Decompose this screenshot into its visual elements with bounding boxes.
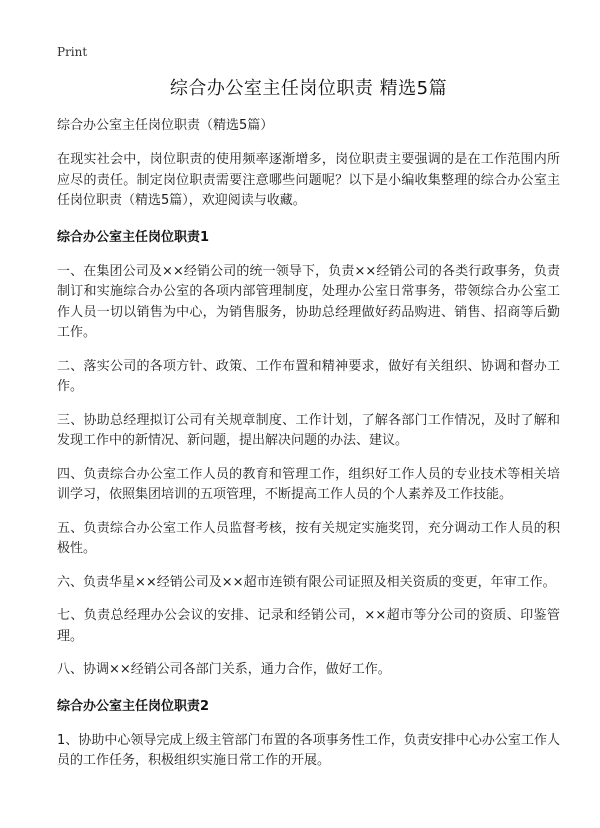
section-heading-1: 综合办公室主任岗位职责1 <box>57 229 210 245</box>
print-link[interactable]: Print <box>57 45 88 59</box>
duty-item: 三、协助总经理拟订公司有关规章制度、工作计划，了解各部门工作情况，及时了解和发现工作中的新情况、新问题，提出解决问题的办法、建议。 <box>57 412 560 448</box>
duty-item: 七、负责总经理办公会议的安排、记录和经销公司，××超市等分公司的资质、印鉴管理。 <box>57 608 560 644</box>
duty-list-2 <box>57 731 560 772</box>
duty-item: 二、落实公司的各项方针、政策、工作布置和精神要求，做好有关组织、协调和督办工作。 <box>57 358 560 394</box>
intro-paragraph: 在现实社会中，岗位职责的使用频率逐渐增多，岗位职责主要强调的是在工作范围内所应尽的责任。制定岗位职责需要注意哪些问题呢？以下是小编收集整理的综合办公室主任岗位职责（精选5篇），欢迎阅读与收藏。 <box>57 152 560 208</box>
duty-item: 八、协调××经销公司各部门关系，通力合作，做好工作。 <box>57 662 391 677</box>
duty-item: 一、在集团公司及××经销公司的统一领导下，负责××经销公司的各类行政事务，负责制订和实施综合办公室的各项内部管理制度，处理办公室日常事务，带领综合办公室工作人员一切以销售为中心，为销售服务，协助总经理做好药品购进、销售、招商等后勤工作。 <box>57 263 560 340</box>
duty-list-1 <box>57 262 560 681</box>
duty-item: 六、负责华星××经销公司及××超市连锁有限公司证照及相关资质的变更，年审工作。 <box>57 574 556 590</box>
duty-item: 1、协助中心领导完成上级主管部门布置的各项事务性工作，负责安排中心办公室工作人员的工作任务，积极组织实施日常工作的开展。 <box>57 732 560 768</box>
section-heading-2: 综合办公室主任岗位职责2 <box>57 698 210 714</box>
duty-item: 四、负责综合办公室工作人员的教育和管理工作，组织好工作人员的专业技术等相关培训学习，依照集团培训的五项管理，不断提高工作人员的个人素养及工作技能。 <box>57 466 560 502</box>
document-subtitle: 综合办公室主任岗位职责（精选5篇） <box>57 118 274 133</box>
page-title: 综合办公室主任岗位职责 精选5篇 <box>169 78 448 99</box>
duty-item: 五、负责综合办公室工作人员监督考核，按有关规定实施奖罚，充分调动工作人员的积极性。 <box>57 520 560 556</box>
